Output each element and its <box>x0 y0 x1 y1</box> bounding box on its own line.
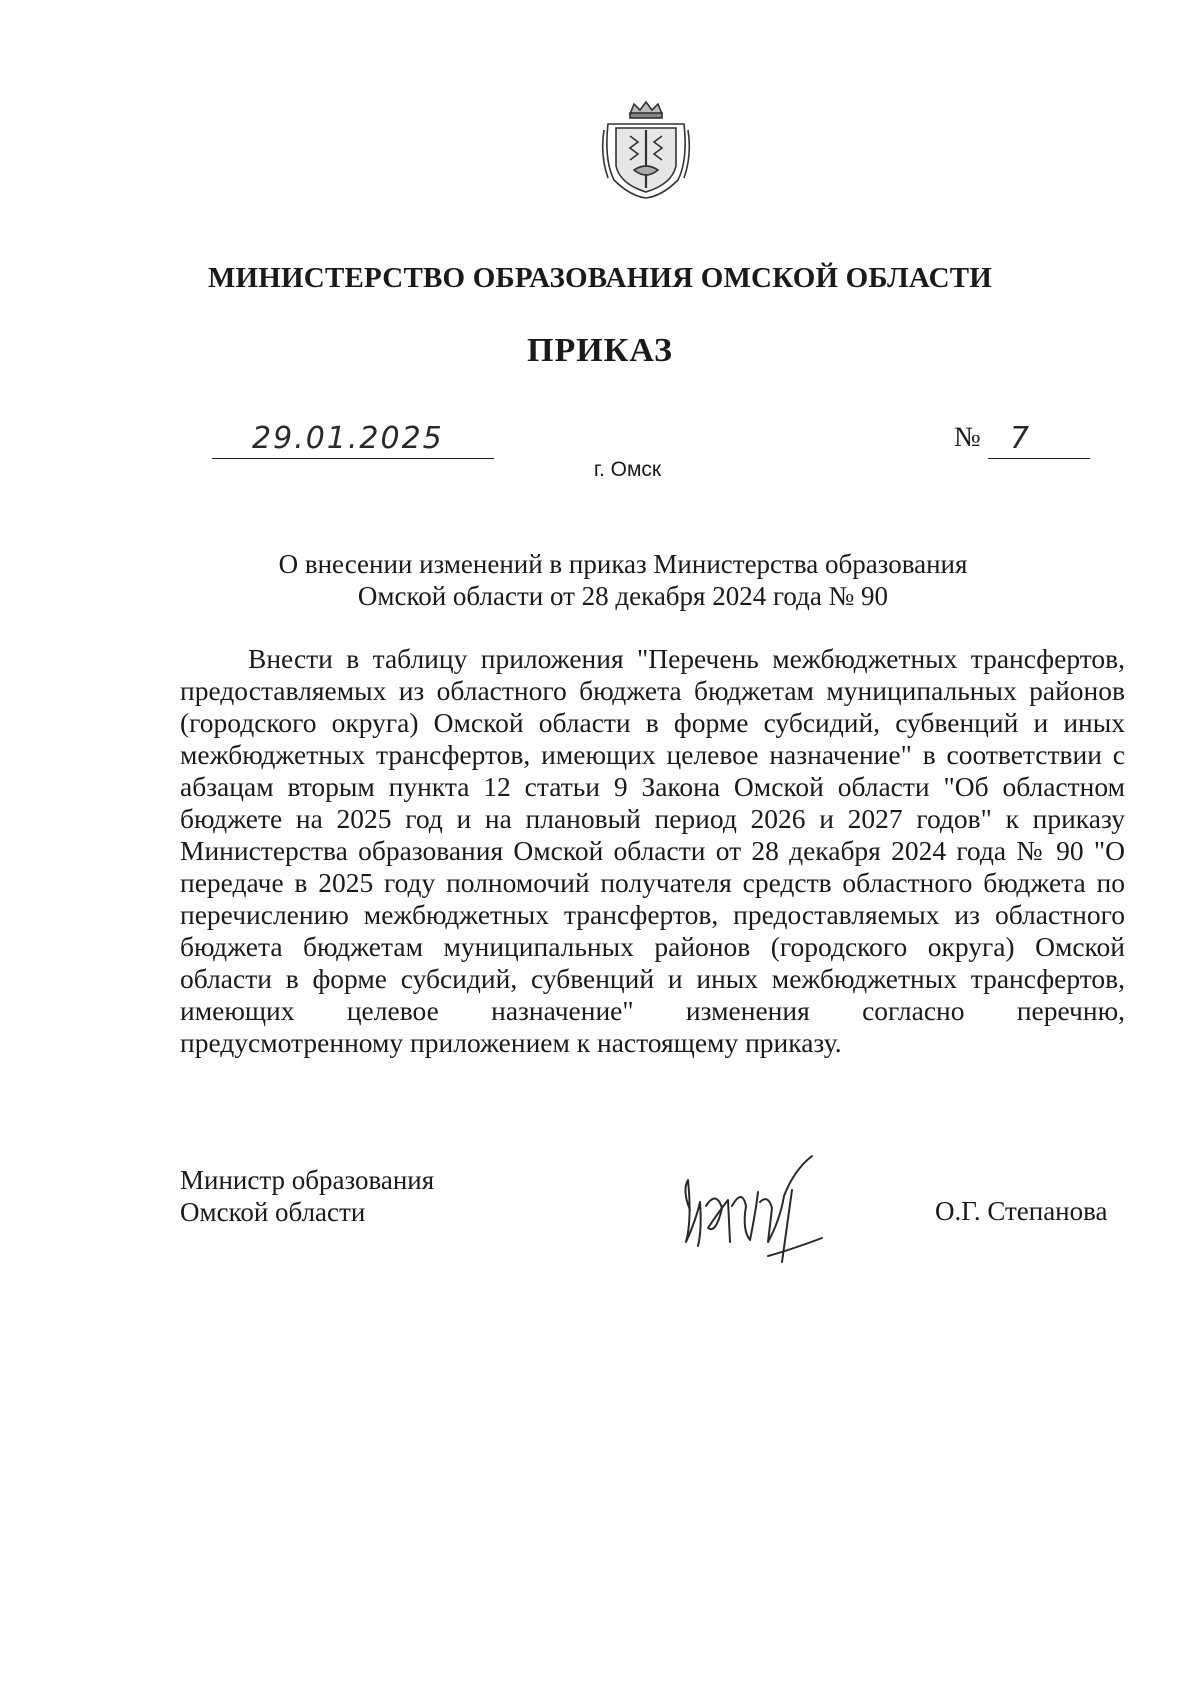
body-paragraph: Внести в таблицу приложения "Перечень межбюджетных трансфертов, предоставляемых из областного бюджета бюджетам муниципальных районов (городского округа) Омской области в форме субсидий, субвенций и иных межбюджетных трансфертов, имеющих целевое назначение" в соответствии с абзацам вторым пункта 12 статьи 9 Закона Омской области "Об областном бюджете на 2025 год и на плановый период 2026 и 2027 годов" к приказу Министерства образования Омской области от 28 декабря 2024 года № 90 "О передаче в 2025 году полномочий получателя средств областного бюджета по перечислению межбюджетных трансфертов, предоставляемых из областного бюджета бюджетам муниципальных районов (городского округа) Омской области в форме субсидий, субвенций и иных межбюджетных трансфертов, имеющих целевое назначение" изменения согласно перечню, предусмотренному приложением к настоящему приказу. <box>180 643 1125 1058</box>
position-line: Омской области <box>180 1197 366 1227</box>
document-type: ПРИКАЗ <box>527 332 673 369</box>
signatory-name: О.Г. Степанова <box>935 1196 1108 1226</box>
number-field <box>988 418 1090 459</box>
date-field <box>212 418 494 459</box>
signature-icon <box>672 1150 832 1270</box>
city: г. Омск <box>593 458 662 481</box>
ministry-title: МИНИСТЕРСТВО ОБРАЗОВАНИЯ ОМСКОЙ ОБЛАСТИ <box>207 262 993 294</box>
subject-line: О внесении изменений в приказ Министерства образования <box>278 549 968 579</box>
document-date: 29.01.2025 <box>252 421 444 456</box>
position-line: Министр образования <box>180 1165 435 1195</box>
coat-of-arms-icon <box>600 100 692 200</box>
number-label: № <box>954 422 981 453</box>
signatory-position <box>180 1164 434 1228</box>
document-number: 7 <box>1010 421 1030 456</box>
subject-line: Омской области от 28 декабря 2024 года № 90 <box>357 581 889 611</box>
document-subject <box>230 548 1016 612</box>
